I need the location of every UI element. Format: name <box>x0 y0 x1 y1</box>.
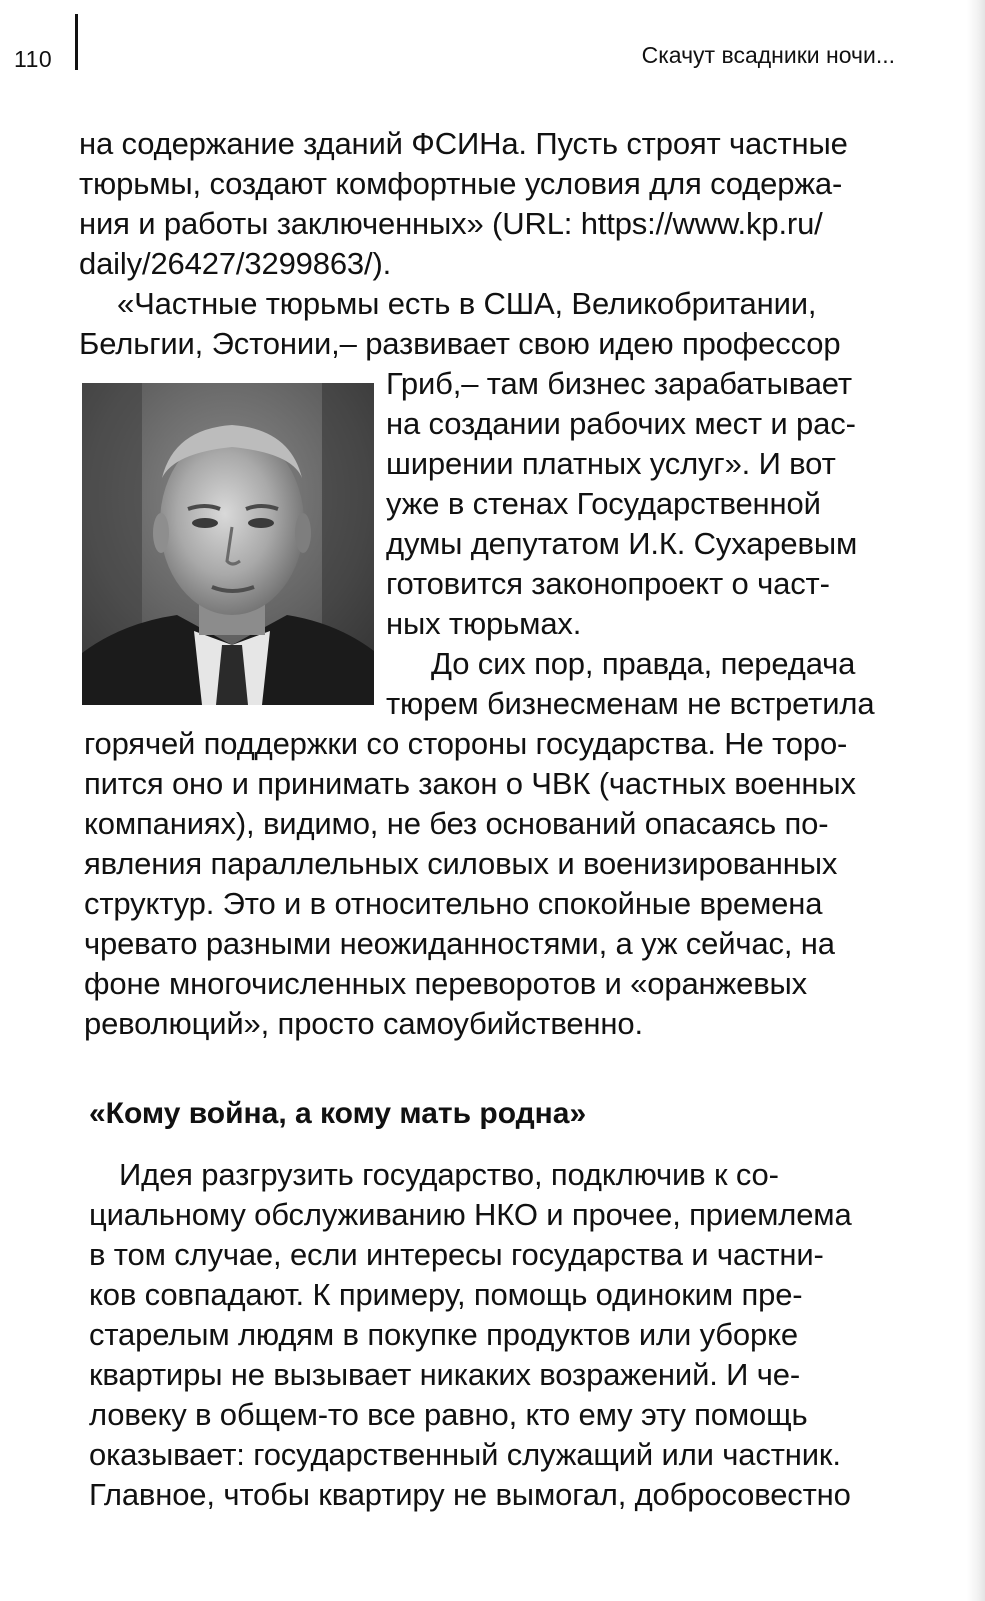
text-line: структур. Это и в относительно спокойные времена <box>84 886 823 921</box>
running-title: Скачут всадники ночи... <box>641 42 895 68</box>
text-line: компаниях), видимо, не без оснований опасаясь по- <box>84 806 829 841</box>
text-line: ков совпадают. К примеру, помощь одиноким пре- <box>89 1277 803 1312</box>
text-line: горячей поддержки со стороны государства. Не торо- <box>84 726 848 761</box>
text-line: Идея разгрузить государство, подключив к со- <box>119 1157 779 1192</box>
text-line: Главное, чтобы квартиру не вымогал, добросовестно <box>89 1477 851 1512</box>
text-line: готовится законопроект о част- <box>386 566 830 601</box>
text-line: «Частные тюрьмы есть в США, Великобритании, <box>117 286 817 321</box>
text-line: До сих пор, правда, передача <box>431 646 856 681</box>
text-line: старелым людям в покупке продуктов или уборке <box>89 1317 798 1352</box>
text-line: ных тюрьмах. <box>386 606 582 641</box>
text-line: тюрем бизнесменам не встретила <box>386 686 875 721</box>
section-heading: «Кому война, а кому мать родна» <box>89 1097 587 1130</box>
text-line: квартиры не вызывает никаких возражений. И че- <box>89 1357 801 1392</box>
text-line: думы депутатом И.К. Сухаревым <box>386 526 858 561</box>
text-line: на создании рабочих мест и рас- <box>386 406 856 441</box>
page-number: 110 <box>14 46 53 72</box>
text-line: Гриб,– там бизнес зарабатывает <box>386 366 852 401</box>
text-line: пится оно и принимать закон о ЧВК (частных военных <box>84 766 856 801</box>
text-line: уже в стенах Государственной <box>386 486 821 521</box>
text-line: тюрьмы, создают комфортные условия для содержа- <box>79 166 843 201</box>
text-line: daily/26427/3299863/). <box>79 246 392 281</box>
text-line: Бельгии, Эстонии,– развивает свою идею профессор <box>79 326 841 361</box>
text-line: ловеку в общем-то все равно, кто ему эту помощь <box>89 1397 808 1432</box>
text-line: революций», просто самоубийственно. <box>84 1006 643 1041</box>
text-line: чревато разными неожиданностями, а уж сейчас, на <box>84 926 835 961</box>
text-line: в том случае, если интересы государства и частни- <box>89 1237 824 1272</box>
page-edge-shadow <box>967 0 985 1601</box>
text-line: ния и работы заключенных» (URL: https://www.kp.ru/ <box>79 206 823 241</box>
header-divider <box>75 14 78 70</box>
text-line: циальному обслуживанию НКО и прочее, приемлема <box>89 1197 852 1232</box>
text-line: явления параллельных силовых и военизированных <box>84 846 838 881</box>
portrait-photo <box>82 383 374 705</box>
text-line: фоне многочисленных переворотов и «оранжевых <box>84 966 807 1001</box>
text-line: на содержание зданий ФСИНа. Пусть строят частные <box>79 126 848 161</box>
text-line: оказывает: государственный служащий или частник. <box>89 1437 841 1472</box>
portrait-photo-icon <box>82 383 374 705</box>
text-line: ширении платных услуг». И вот <box>386 446 836 481</box>
